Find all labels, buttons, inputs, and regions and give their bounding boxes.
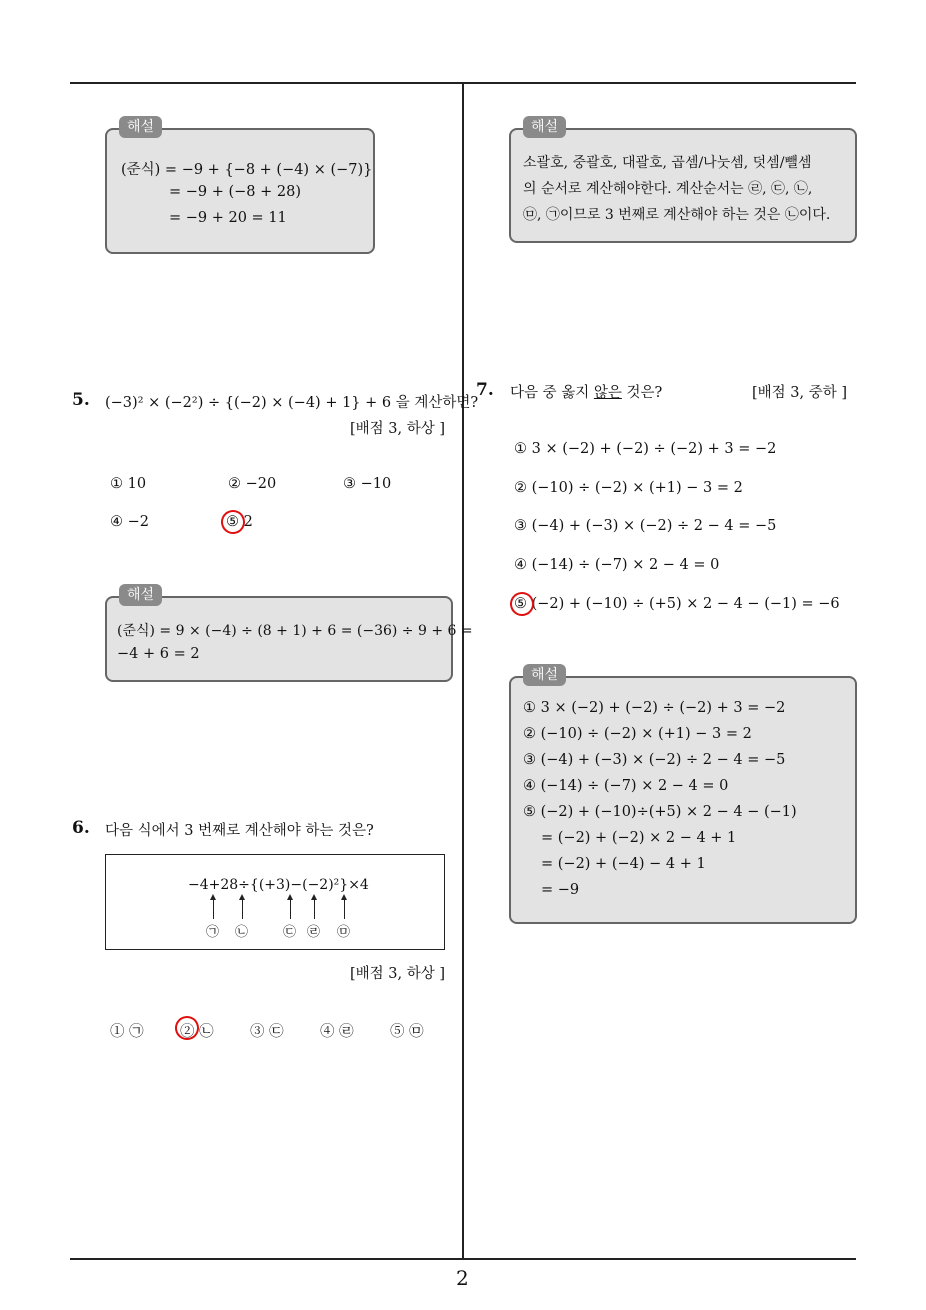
option-6-4[interactable]: ④ ㉣ [320, 1024, 354, 1040]
arrow-marker-5 [344, 899, 345, 919]
solution-box-q5 [105, 587, 473, 682]
solution-box-q4 [105, 119, 375, 254]
option-6-1[interactable]: ① ㉠ [110, 1024, 144, 1040]
arrow-marker-3 [290, 899, 291, 919]
bottom-rule [70, 1258, 856, 1260]
option-5-4[interactable]: ④ −2 [110, 514, 149, 530]
page-number: 2 [456, 1266, 469, 1290]
solution-line: ② (−10) ÷ (−2) × (+1) − 3 = 2 [523, 726, 752, 742]
question-text-underlined: 않은 [593, 385, 622, 401]
solution-line: ① 3 × (−2) + (−2) ÷ (−2) + 3 = −2 [523, 700, 786, 716]
marker-label: ㉠ [206, 925, 220, 940]
question-text-part: 다음 중 옳지 [510, 385, 594, 401]
solution-line: (준식) = 9 × (−4) ÷ (8 + 1) + 6 = (−36) ÷ 9 + 6 = [117, 623, 473, 639]
option-7-4[interactable]: ④ (−14) ÷ (−7) × 2 − 4 = 0 [514, 557, 720, 573]
option-5-1[interactable]: ① 10 [110, 476, 147, 492]
solution-line: = (−2) + (−4) − 4 + 1 [541, 856, 706, 872]
question-number-6: 6. [72, 818, 90, 838]
question-text-7 [510, 381, 662, 402]
option-7-5[interactable]: ⑤ (−2) + (−10) ÷ (+5) × 2 − 4 − (−1) = −6 [514, 596, 840, 612]
score-label-5: [배점 3, 하상 ] [350, 421, 446, 437]
column-divider [462, 84, 464, 1259]
option-7-3[interactable]: ③ (−4) + (−3) × (−2) ÷ 2 − 4 = −5 [514, 518, 777, 534]
marker-label: ㉤ [337, 925, 351, 940]
option-6-5[interactable]: ⑤ ㉤ [390, 1024, 424, 1040]
marker-label: ㉡ [235, 925, 249, 940]
solution-tag: 해설 [523, 664, 566, 686]
question-text-part: 것은? [621, 385, 663, 401]
question-text-6: 다음 식에서 3 번째로 계산해야 하는 것은? [105, 823, 374, 839]
solution-line: = (−2) + (−2) × 2 − 4 + 1 [541, 830, 737, 846]
solution-box-q6 [509, 119, 857, 243]
solution-line: ④ (−14) ÷ (−7) × 2 − 4 = 0 [523, 778, 729, 794]
option-7-2[interactable]: ② (−10) ÷ (−2) × (+1) − 3 = 2 [514, 480, 743, 496]
solution-line: ㉤, ㉠이므로 3 번째로 계산해야 하는 것은 ㉡이다. [523, 207, 831, 223]
solution-line: ③ (−4) + (−3) × (−2) ÷ 2 − 4 = −5 [523, 752, 786, 768]
option-5-5[interactable]: ⑤ 2 [226, 514, 253, 530]
solution-line: = −9 [541, 882, 580, 898]
arrow-marker-1 [213, 899, 214, 919]
solution-line: ⑤ (−2) + (−10)÷(+5) × 2 − 4 − (−1) [523, 804, 797, 820]
solution-line: (준식) = −9 + {−8 + (−4) × (−7)} [121, 162, 373, 178]
solution-line: = −9 + 20 = 11 [169, 210, 287, 226]
question-text-5: (−3)² × (−2²) ÷ {(−2) × (−4) + 1} + 6 을 계산하면? [105, 395, 479, 411]
solution-tag: 해설 [119, 584, 162, 606]
option-6-3[interactable]: ③ ㉢ [250, 1024, 284, 1040]
score-label-6: [배점 3, 하상 ] [350, 966, 446, 982]
solution-tag: 해설 [523, 116, 566, 138]
solution-line: 의 순서로 계산해야한다. 계산순서는 ㉣, ㉢, ㉡, [523, 181, 813, 197]
option-6-2[interactable]: ② ㉡ [180, 1024, 214, 1040]
expression-box [105, 854, 445, 950]
question-number-7: 7. [476, 380, 494, 400]
score-label-7: [배점 3, 중하 ] [752, 385, 848, 401]
arrow-marker-4 [314, 899, 315, 919]
option-7-1[interactable]: ① 3 × (−2) + (−2) ÷ (−2) + 3 = −2 [514, 441, 777, 457]
solution-line: = −9 + (−8 + 28) [169, 184, 302, 200]
solution-line: −4 + 6 = 2 [117, 646, 200, 662]
answer-circle-mark [507, 589, 538, 620]
expression: −4+28÷{(+3)−(−2)²}×4 [188, 877, 369, 893]
answer-circle-mark [218, 507, 249, 538]
question-number-5: 5. [72, 390, 90, 410]
solution-tag: 해설 [119, 116, 162, 138]
marker-label: ㉣ [307, 925, 321, 940]
arrow-marker-2 [242, 899, 243, 919]
solution-line: 소괄호, 중괄호, 대괄호, 곱셈/나눗셈, 덧셈/뺄셈 [523, 155, 812, 171]
option-5-2[interactable]: ② −20 [228, 476, 277, 492]
option-5-3[interactable]: ③ −10 [343, 476, 392, 492]
solution-box-q7 [509, 667, 857, 924]
marker-label: ㉢ [283, 925, 297, 940]
